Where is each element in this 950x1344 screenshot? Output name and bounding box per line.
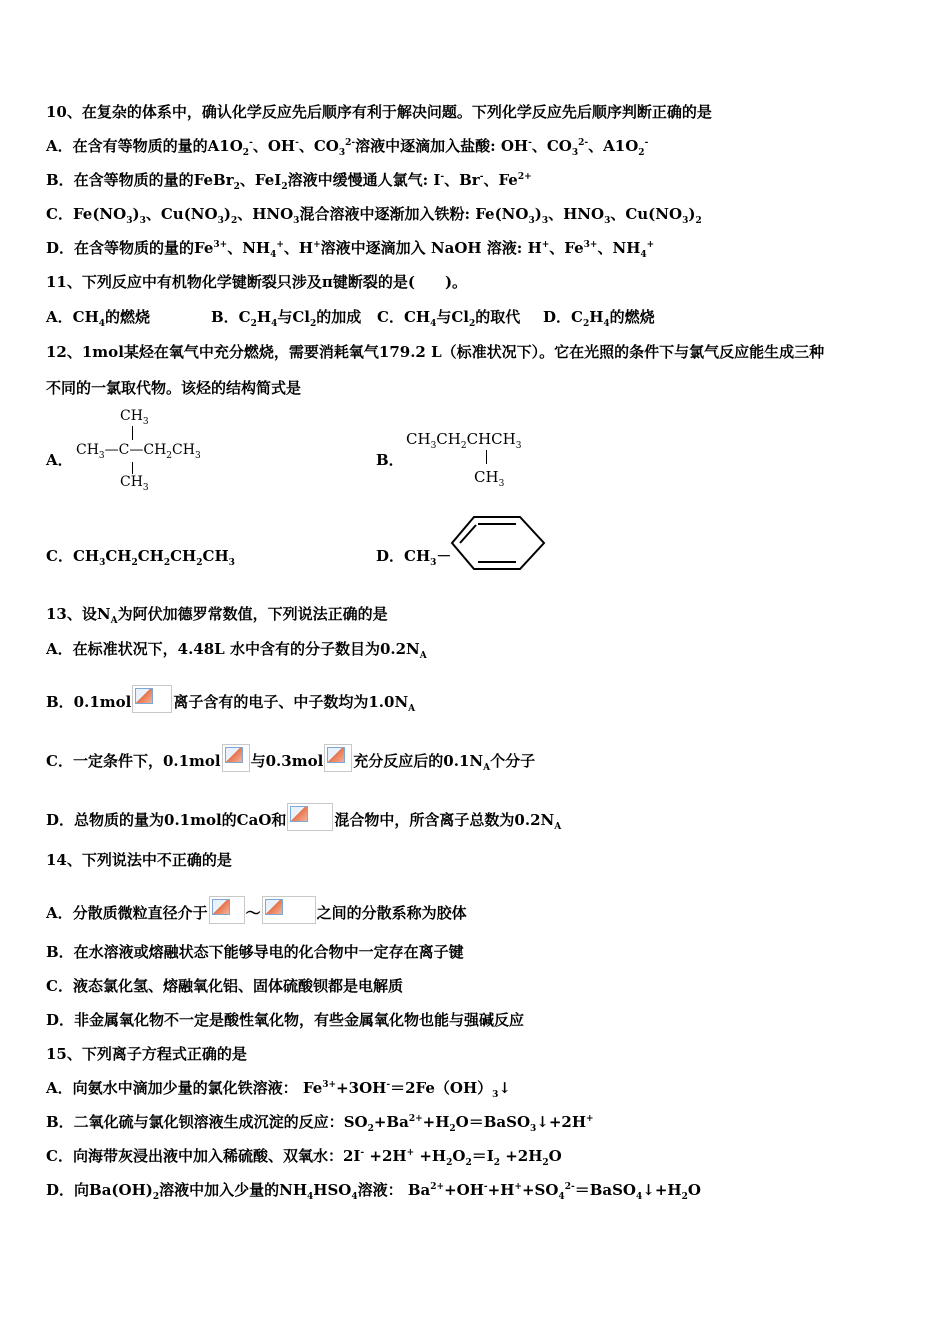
struct-b-bond (486, 450, 487, 464)
formula-image-icon (222, 744, 250, 772)
q12-option-b-label: B． (376, 451, 404, 469)
q11-stem: 11、下列反应中有机物化学键断裂只涉及π键断裂的是( )。 (46, 273, 468, 291)
q15-option-d: D．向$Ba(OH)_2$溶液中加入少量的$NH_4HSO_4$溶液： $Ba^{2+}+OH^-+H^++SO_4^{2-}=BaSO_4↓+H_2O$ (46, 1181, 701, 1202)
q14-stem: 14、下列说法中不正确的是 (46, 851, 232, 869)
q10-option-b: B．在含等物质的量的FeBr$_2$、FeI$_2$溶液中缓慢通人氯气: I-、Br-、$Fe^{2+}$ (46, 171, 532, 192)
formula-image-icon (209, 896, 245, 924)
formula-image-icon (324, 744, 352, 772)
formula-image-icon (262, 896, 316, 924)
struct-a-bond-top (132, 426, 133, 440)
q13-option-a: A．在标准状况下，4.48L 水中含有的分子数目为$0.2N_A$ (46, 640, 427, 661)
q12-option-a-label: A． (46, 451, 73, 469)
q14-option-a: A．分散质微粒直径介于 ～ 之间的分散系称为胶体 (46, 896, 467, 924)
q12-structure-b (406, 428, 546, 498)
q15-option-c: C．向海带灰浸出液中加入稀硫酸、双氧水：$2I^- +2H^+ +H_2O_2=I_2 +2H_2O$ (46, 1147, 562, 1168)
q13-option-b: B．0.1mol 离子含有的电子、中子数均为$1.0N_A$ (46, 685, 415, 713)
q15-option-b: B．二氧化硫与氯化钡溶液生成沉淀的反应：$SO_2+Ba^{2+}+H_2O=BaSO_3↓+2H^+$ (46, 1113, 594, 1134)
struct-b-main: $CH_3CH_2CHCH_3$ (406, 430, 522, 451)
formula-image-icon (287, 803, 333, 831)
struct-a-main: $CH_3—C—CH_2CH_3$ (76, 442, 201, 461)
q11-option-c: C．$CH_4$与$Cl_2$的取代 (377, 308, 521, 329)
q15-stem: 15、下列离子方程式正确的是 (46, 1045, 247, 1063)
q13-stem: 13、设$N_A$为阿伏加德罗常数值，下列说法正确的是 (46, 605, 388, 626)
benzene-ring-icon (444, 512, 550, 574)
struct-a-top: $CH_3$ (120, 408, 149, 427)
q12-option-c: C．$CH_3CH_2CH_2CH_2CH_3$ (46, 547, 235, 568)
q14-option-d: D．非金属氧化物不一定是酸性氧化物，有些金属氧化物也能与强碱反应 (46, 1011, 525, 1029)
q10-option-c: C．$Fe(NO_3)_3$、$Cu(NO_3)_2$、$HNO_3$混合溶液中逐渐加入铁粉: $Fe(NO_3)_3$、$HNO_3$、$Cu(NO_3)_2$ (46, 205, 702, 226)
q14-option-b: B．在水溶液或熔融状态下能够导电的化合物中一定存在离子键 (46, 943, 464, 961)
q14-option-c: C．液态氯化氢、熔融氧化铝、固体硫酸钡都是电解质 (46, 977, 403, 995)
q11-option-b: B．$C_2H_4$与$Cl_2$的加成 (211, 308, 362, 329)
q12-option-d: D．$CH_3-$ (376, 547, 452, 568)
formula-image-icon (132, 685, 172, 713)
struct-a-bottom: $CH_3$ (120, 474, 149, 493)
q10-option-a: A．在含有等物质的量的$A1O_2^-$、OH-、$CO_3^{2-}$溶液中逐滴加入盐酸: OH-、$CO_3^{2-}$、$A1O_2^-$ (46, 137, 649, 158)
q10-option-d: D．在含等物质的量的$Fe^{3+}$、$NH_4^+$、H+溶液中逐滴加入 NaOH 溶液: H+、$Fe^{3+}$、$NH_4^+$ (46, 239, 655, 260)
q10-stem: 10、在复杂的体系中，确认化学反应先后顺序有利于解决问题。下列化学反应先后顺序判断正确的是 (46, 103, 712, 121)
q15-option-a: A．向氨水中滴加少量的氯化铁溶液： $Fe^{3+}+3OH^-=2Fe(OH)_3↓$ (46, 1079, 511, 1100)
q12-stem-line2: 不同的一氯取代物。该烃的结构简式是 (46, 379, 302, 397)
q12-stem-line1: 12、1mol某烃在氧气中充分燃烧，需要消耗氧气179.2 L（标准状况下）。它在光照的条件下与氯气反应能生成三种 (46, 343, 825, 361)
q13-option-d: D．总物质的量为0.1mol的CaO和 混合物中，所含离子总数为$0.2N_A$ (46, 803, 561, 831)
struct-a-bond-bottom (132, 462, 133, 474)
q11-option-d: D．$C_2H_4$的燃烧 (543, 308, 655, 329)
q11-option-a: A．$CH_4$的燃烧 (46, 308, 151, 329)
q12-structure-a (76, 404, 216, 494)
q13-option-c: C．一定条件下，0.1mol 与0.3mol 充分反应后的$0.1N_A$个分子 (46, 744, 535, 772)
struct-b-sub: $CH_3$ (474, 468, 505, 489)
